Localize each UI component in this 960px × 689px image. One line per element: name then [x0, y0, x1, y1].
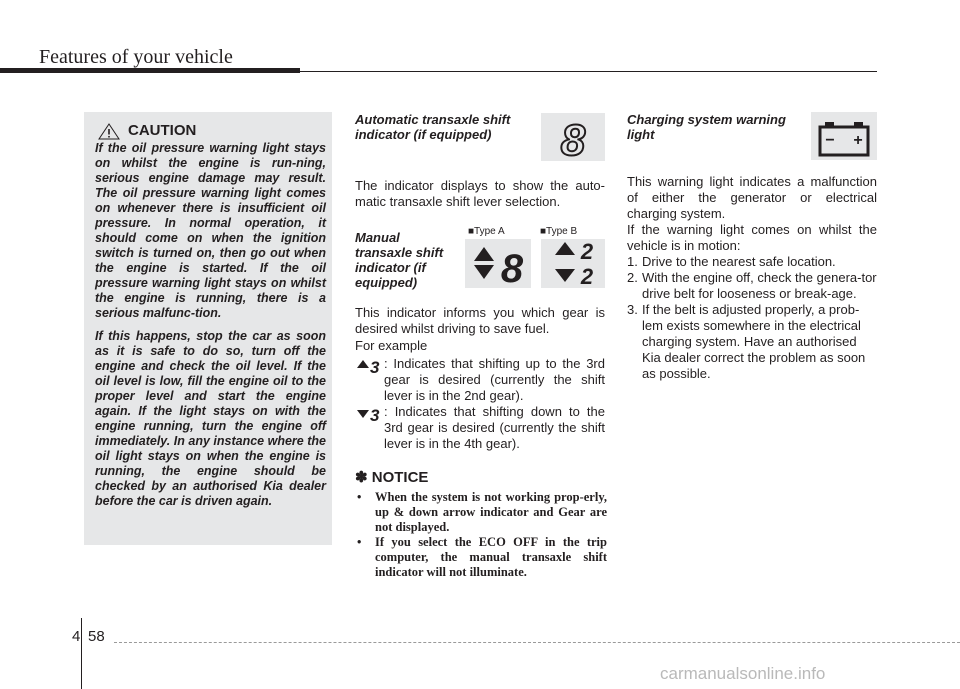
charging-body-2: If the warning light comes on whilst the vehicle is in motion:: [627, 222, 877, 253]
caution-paragraph-1: If the oil pressure warning light stays on whilst the engine is run-ning, serious engine damage may result. The oil pressure warning light comes on whenever there is insufficient oil pressure. In normal operation, it should come on when the ignition switch is turned on, then go out when the engine is started. If the oil pressure warning light stays on whilst the engine is running, there is a serious malfunc-tion.: [95, 141, 326, 320]
header-rule-thin: [300, 71, 877, 72]
example-shift-up: [355, 356, 607, 404]
footer-rule: [114, 642, 960, 643]
charging-step: 3. If the belt is adjusted properly, a prob-lem exists somewhere in the electrical charging system. Have an authorised Kia dealer correct the problem as soon as possible.: [627, 302, 866, 381]
battery-plus: +: [853, 132, 863, 149]
shift-up-3-icon: [355, 356, 383, 376]
caution-box: [84, 112, 332, 545]
shift-down-arrow: [474, 265, 494, 279]
manual-indicator-body: This indicator informs you which gear is desired whilst driving to save fuel.: [355, 305, 605, 336]
battery-minus: −: [825, 132, 835, 149]
auto-indicator-icon-box: [541, 113, 605, 161]
type-b-icon-box: [541, 239, 605, 288]
gear-digit-icon: [541, 113, 605, 161]
notice-title: ✽ NOTICE: [355, 469, 429, 486]
charging-heading: Charging system warning light: [627, 112, 786, 142]
shift-down-arrow: [555, 269, 575, 282]
example-shift-up-text: : Indicates that shifting up to the 3rd gear is desired (currently the shift lever is in the 2nd gear).: [384, 356, 605, 403]
charging-body: This warning light indicates a malfunction of either the generator or electrical charging system.: [627, 174, 877, 221]
shift-up-down-icon: [465, 239, 531, 288]
type-a-label: ■Type A: [468, 226, 505, 237]
notice-item: • If you select the ECO OFF in the trip computer, the manual transaxle shift indicator will not illuminate.: [357, 535, 607, 579]
header-title: Features of your vehicle: [39, 46, 233, 68]
shift-up-down-digits-icon: [541, 239, 605, 288]
charging-steps: [627, 254, 877, 382]
type-a-icon-box: [465, 239, 531, 288]
battery-icon-box: [811, 112, 877, 160]
type-b-label: ■Type B: [540, 226, 578, 237]
type-b-up-digit: 2: [580, 239, 594, 264]
caution-title: CAUTION: [128, 122, 197, 139]
example-label: For example: [355, 338, 428, 353]
example-shift-down-text: : Indicates that shifting down to the 3rd gear is desired (currently the shift lever is in the 4th gear).: [384, 404, 605, 451]
notice-list: [355, 490, 607, 580]
battery-icon: [811, 112, 877, 160]
header-rule-thick: [0, 68, 300, 73]
manual-indicator-heading: Manual transaxle shift indicator (if equipped): [355, 230, 444, 290]
shift-up-arrow: [474, 247, 494, 261]
caution-paragraph-2: If this happens, stop the car as soon as it is safe to do so, turn off the engine and check the oil level. If the oil level is low, fill the engine oil to the proper level and start the engine again. If the light stays on with the engine running, turn the engine off immediately. In any instance where the oil light stays on when the engine is running, the engine should be checked by an authorised Kia dealer before the car is driven again.: [95, 329, 326, 508]
charging-step: 1. Drive to the nearest safe location.: [627, 254, 836, 269]
type-b-down-digit: 2: [580, 264, 594, 288]
watermark: carmanualsonline.info: [660, 664, 826, 683]
charging-step: 2. With the engine off, check the genera-tor drive belt for looseness or break-age.: [627, 270, 877, 301]
type-a-digit: 8: [500, 247, 524, 288]
svg-text:3: 3: [370, 358, 380, 376]
shift-up-arrow: [555, 242, 575, 255]
auto-indicator-heading: Automatic transaxle shift indicator (if equipped): [355, 112, 511, 142]
shift-down-3-icon: [355, 404, 383, 424]
notice-item: • When the system is not working prop-erly, up & down arrow indicator and Gear are not displayed.: [357, 490, 607, 534]
auto-indicator-digit: 8: [560, 116, 586, 161]
page-number: 58: [88, 628, 105, 645]
footer-divider: [81, 618, 82, 689]
auto-indicator-body: The indicator displays to show the auto-matic transaxle shift lever selection.: [355, 178, 605, 209]
example-shift-down: [355, 404, 607, 452]
svg-text:3: 3: [370, 406, 380, 424]
warning-triangle-icon: [98, 123, 120, 140]
section-number: 4: [72, 628, 81, 645]
caution-body: [95, 141, 326, 517]
